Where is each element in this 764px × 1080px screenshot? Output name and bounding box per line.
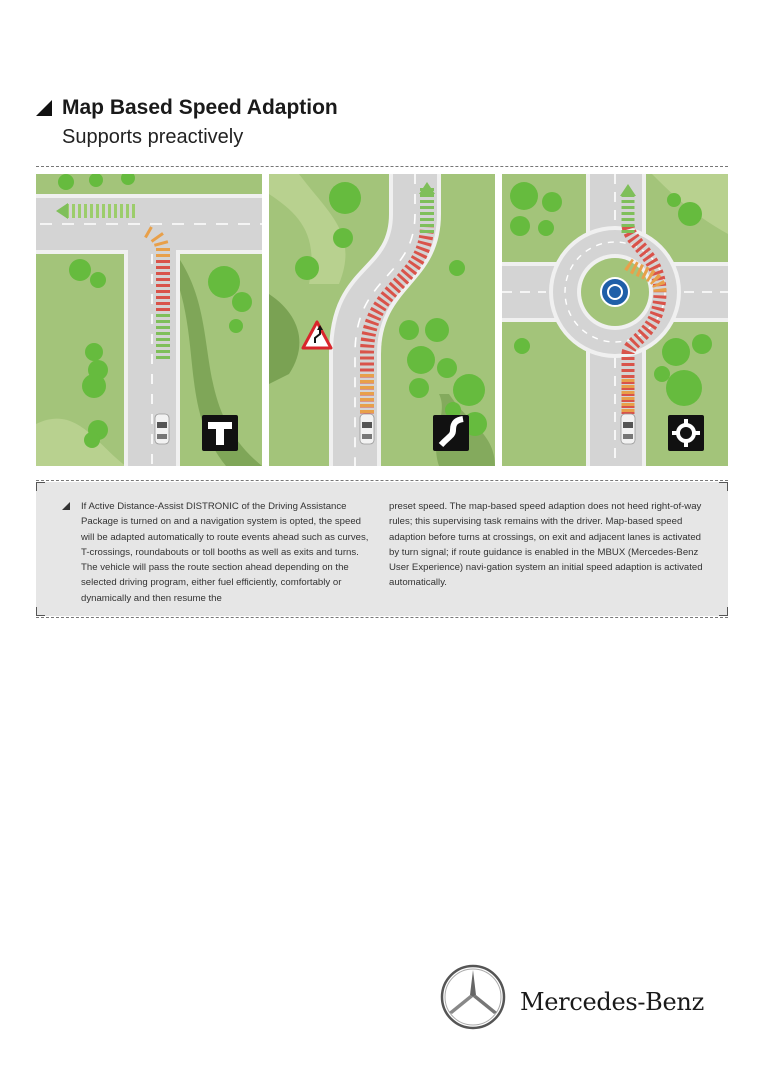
- roundabout-icon: [668, 415, 704, 451]
- mercedes-star-icon: [440, 964, 506, 1030]
- info-box: [36, 482, 728, 616]
- page-title: Map Based Speed Adaption: [62, 96, 338, 119]
- title-triangle-icon: [36, 100, 52, 116]
- bullet-triangle-icon: [62, 502, 70, 510]
- divider-info-top: [36, 480, 728, 481]
- brand-name: Mercedes-Benz: [520, 988, 704, 1016]
- panel-curves: [269, 174, 495, 466]
- t-junction-icon: [202, 415, 238, 451]
- panel-t-crossing: [36, 174, 262, 466]
- info-text-column-2: preset speed. The map-based speed adaption does not heed right-of-way rules; this supervising task remains with the driver. Map-based speed adaption before turns at crossings, on exit and adjacent lanes is activated by turn signal; if route guidance is enabled in the MBUX (Mercedes-Benz User Experience) navi-gation system an initial speed adaption is activated automatically.: [389, 501, 703, 589]
- curve-icon: [433, 415, 469, 451]
- divider-info-bottom: [36, 617, 728, 618]
- curves-illustration: [269, 174, 495, 466]
- info-text-column-1: If Active Distance-Assist DISTRONIC of the Driving Assistance Package is turned on and a navigation system is opted, the speed will be adapted automatically to route events ahead such as curves, T-crossings, roundabouts or toll booths as well as exits and turns. The vehicle will pass the route section ahead depending on the selected driving program, either fuel efficiently, comfortably or dynamically and then resume the: [81, 501, 369, 604]
- brand-logo: [440, 964, 730, 1034]
- panel-roundabout: [502, 174, 728, 466]
- roundabout-illustration: [502, 174, 728, 466]
- divider-top: [36, 166, 728, 167]
- page-subtitle: Supports preactively: [62, 126, 244, 148]
- t-crossing-illustration: [36, 174, 262, 466]
